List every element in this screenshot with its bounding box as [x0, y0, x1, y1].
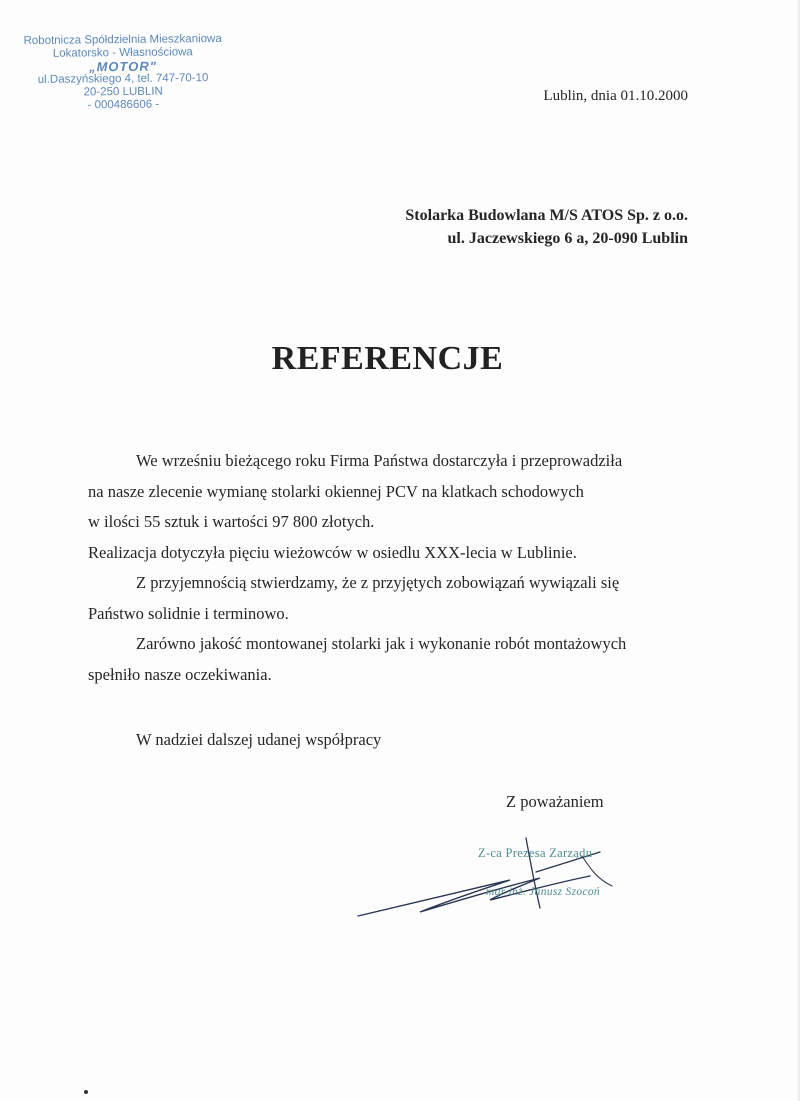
stamp-line-3: „MOTOR": [88, 58, 157, 75]
body-line-5: Z przyjemnością stwierdzamy, że z przyjętych zobowiązań wywiązali się: [136, 573, 620, 592]
handwritten-signature: [350, 820, 650, 930]
scan-edge-shadow: [796, 0, 800, 1101]
stamp-line-4: ul.Daszyńskiego 4, tel. 747-70-10: [37, 72, 209, 86]
scan-speck: [84, 1090, 88, 1094]
body-line-1: We wrześniu bieżącego roku Firma Państwa dostarczyła i przeprowadziła: [136, 451, 623, 470]
letter-date: Lublin, dnia 01.10.2000: [543, 88, 688, 104]
addressee-block: [405, 204, 688, 250]
signatory-title-stamp: Z-ca Prezesa Zarządu: [478, 846, 593, 860]
body-line-8: spełniło nasze oczekiwania.: [88, 664, 272, 684]
signatory-name-stamp: mgr inż. Janusz Szocoń: [486, 886, 600, 898]
greeting-line: Z poważaniem: [506, 792, 604, 811]
body-line-4: Realizacja dotyczyła pięciu wieżowców w osiedlu XXX-lecia w Lublinie.: [88, 542, 577, 562]
stamp-line-6: - 000486606 -: [87, 98, 160, 112]
letter-body: [88, 446, 708, 690]
body-line-6: Państwo solidnie i terminowo.: [88, 603, 289, 623]
stamp-line-5: 20-250 LUBLIN: [83, 85, 163, 99]
stamp-line-1: Robotnicza Spółdzielnia Mieszkaniowa: [23, 32, 222, 48]
body-line-7: Zarówno jakość montowanej stolarki jak i wykonanie robót montażowych: [136, 634, 627, 653]
body-line-2: na nasze zlecenie wymianę stolarki okiennej PCV na klatkach schodowych: [88, 481, 584, 501]
company-stamp: [8, 33, 239, 113]
body-line-3: w ilości 55 sztuk i wartości 97 800 złotych.: [88, 512, 375, 531]
stamp-line-2: Lokatorsko - Własnościowa: [52, 46, 193, 60]
closing-line: W nadziei dalszej udanej współpracy: [136, 730, 382, 749]
addressee-address: ul. Jaczewskiego 6 a, 20-090 Lublin: [447, 230, 688, 247]
document-title: REFERENCJE: [271, 340, 504, 377]
addressee-name: Stolarka Budowlana M/S ATOS Sp. z o.o.: [405, 207, 688, 224]
